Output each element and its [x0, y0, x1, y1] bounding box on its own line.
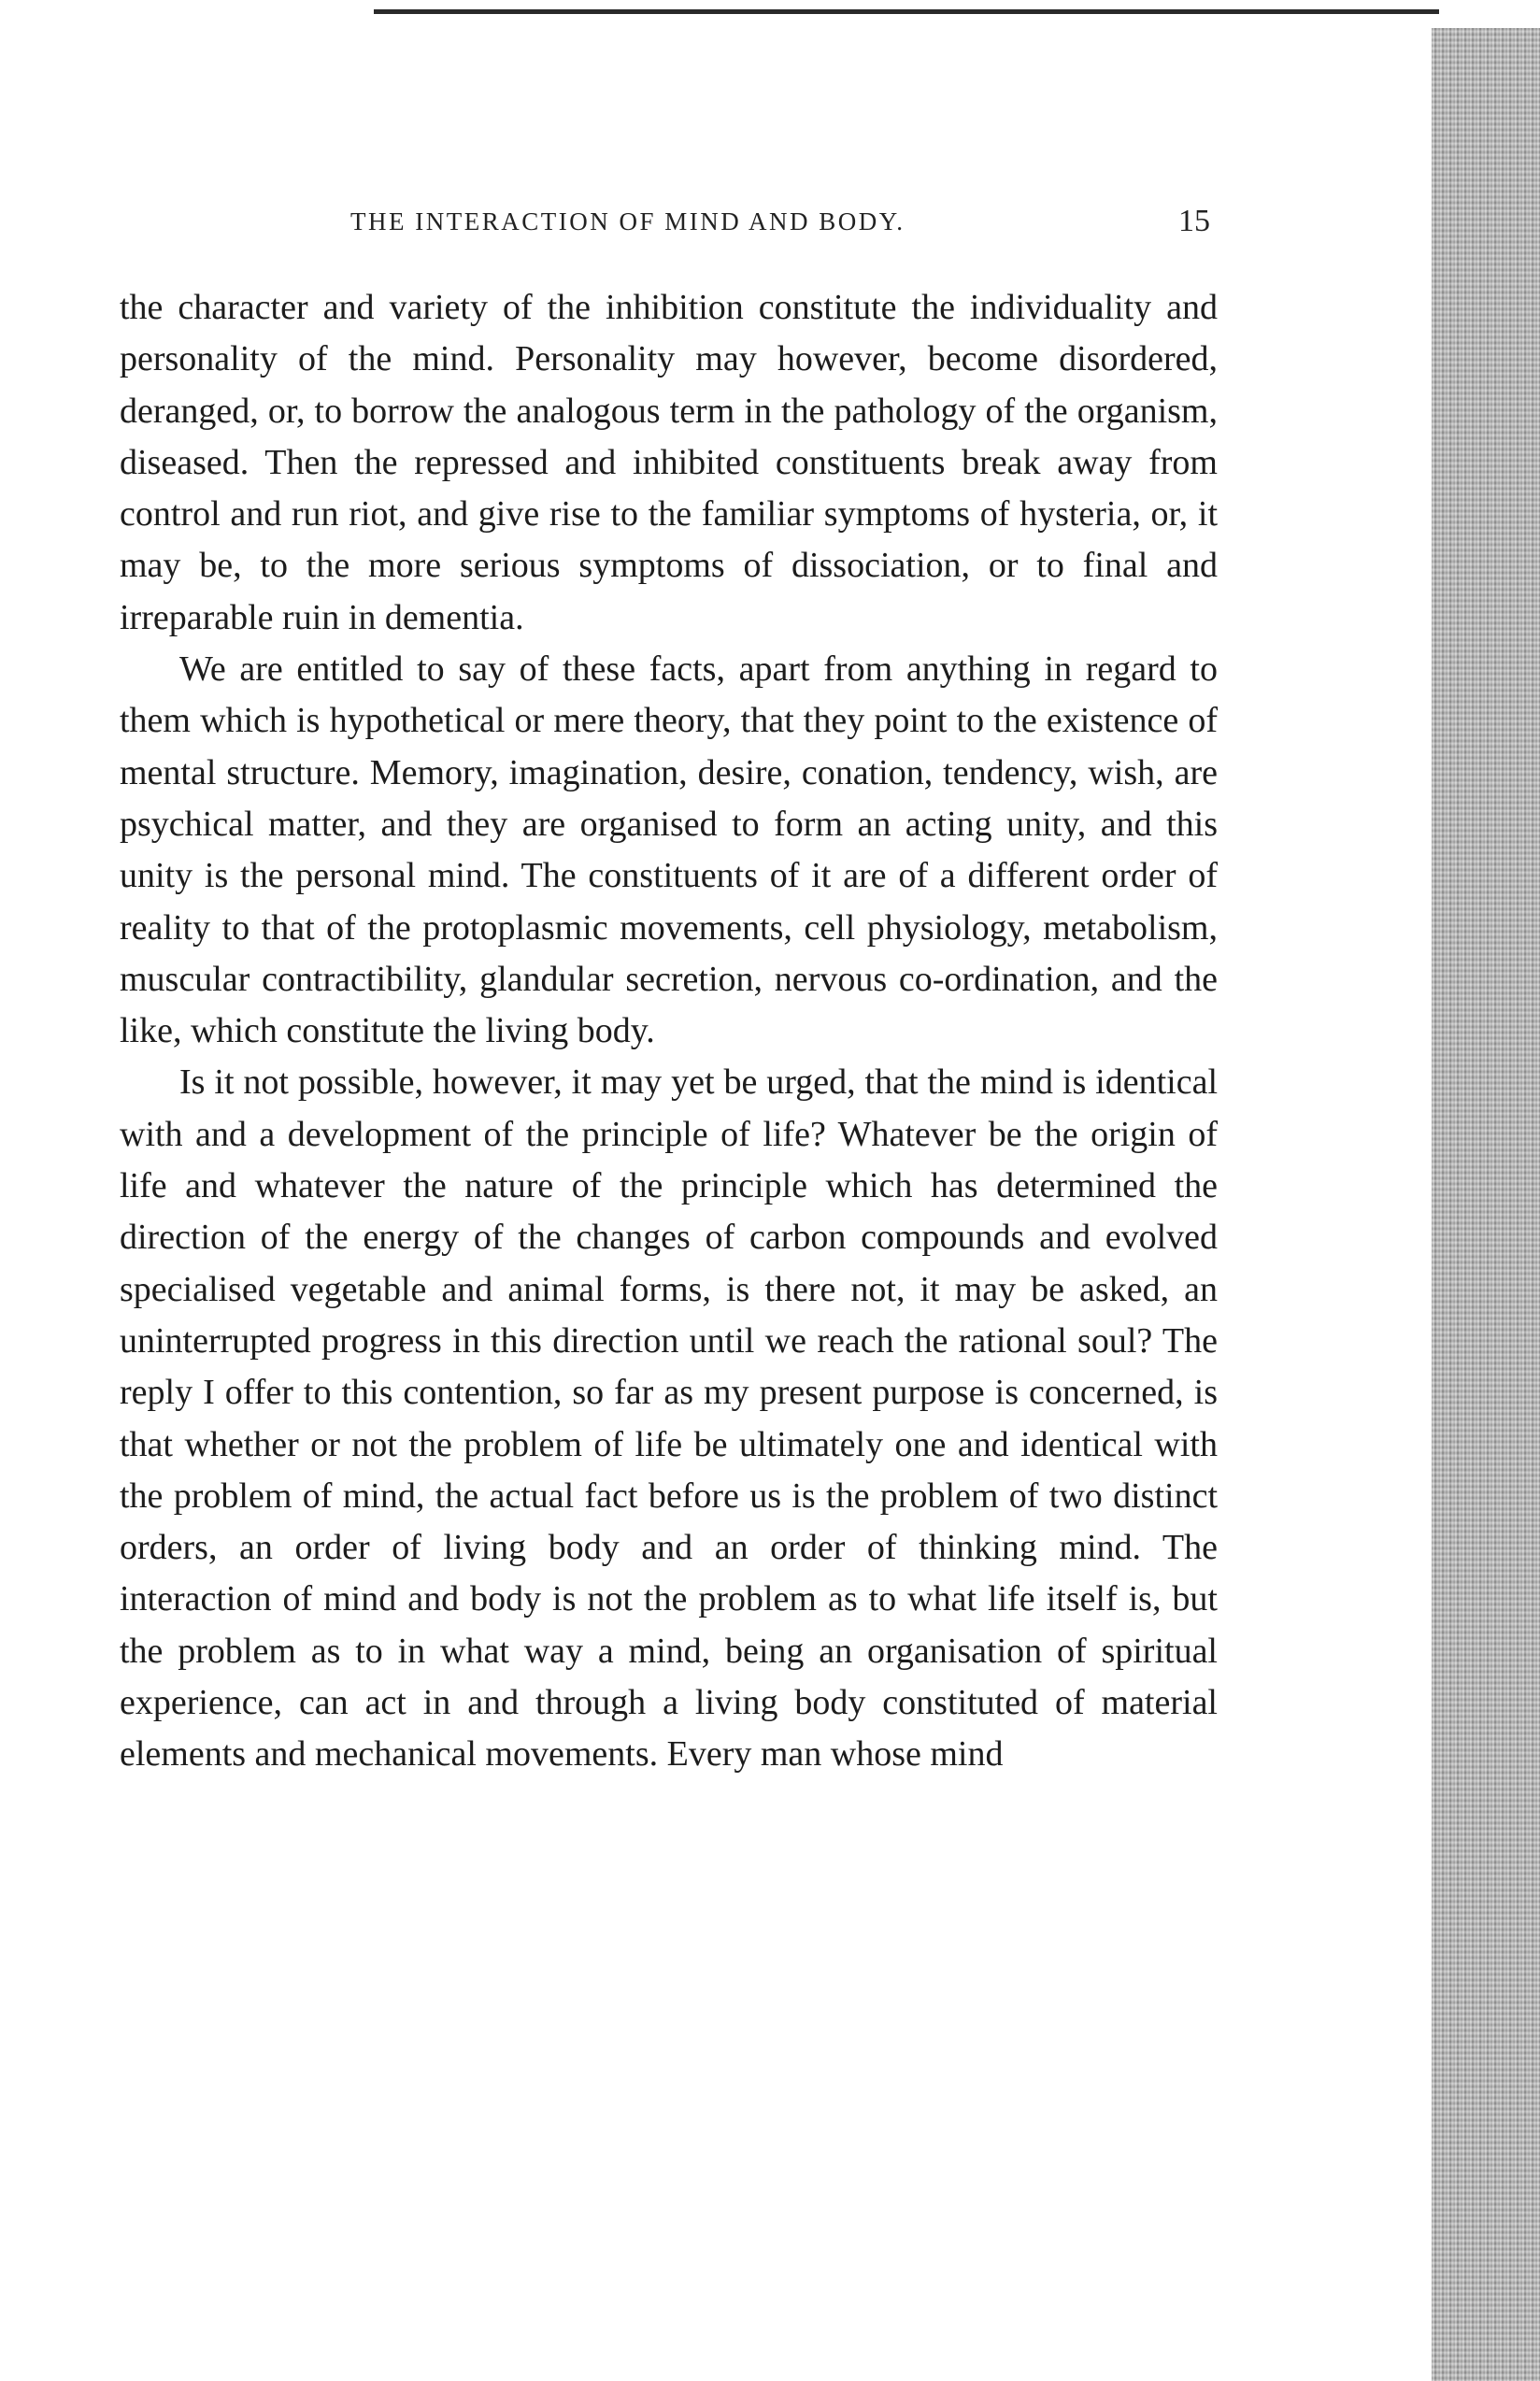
paragraph-3: Is it not possible, however, it may yet be urged, that the mind is identical with and a development of the principle of life? Whatever be the origin of life and whatever the nature of the principle which has determined the direction of the energy of the changes of carbon compounds and evolved specialised vegetable and animal forms, is there not, it may be asked, an uninterrupted progress in this direction until we reach the rational soul? The reply I offer to this contention, so far as my present purpose is concerned, is that whether or not the problem of life be ultimately one and identical with the problem of mind, the actual fact before us is the problem of two distinct orders, an order of living body and an order of thinking mind. The interaction of mind and body is not the problem as to what life itself is, but the problem as to in what way a mind, being an organisation of spiritual experience, can act in and through a living body constituted of material elements and mechanical movements. Every man whose mind — [120, 1062, 1218, 1775]
page-header — [350, 204, 1210, 245]
paragraph-1: the character and variety of the inhibition constitute the individuality and personality of the mind. Personality may however, become disordered, deranged, or, to borrow the analogous term in the pathology of the organism, diseased. Then the repressed and inhibited constituents break away from control and run riot, and give rise to the familiar symptoms of hysteria, or, it may be, to the more serious symptoms of dissociation, or to final and irreparable ruin in dementia. — [120, 288, 1218, 637]
page-number: 15 — [1178, 204, 1210, 238]
book-page-edge — [1432, 28, 1540, 2381]
page-body-text — [120, 282, 1218, 1781]
top-border-rule — [374, 9, 1439, 14]
paragraph-2: We are entitled to say of these facts, apart from anything in regard to them which is hypothetical or mere theory, that they point to the existence of mental structure. Memory, imagination, desire, conation, tendency, wish, are psychical matter, and they are organised to form an acting unity, and this unity is the personal mind. The constituents of it are of a different order of reality to that of the protoplasmic movements, cell physiology, metabolism, muscular contractibility, glandular secretion, nervous co-ordination, and the like, which constitute the living body. — [120, 649, 1218, 1051]
running-title: THE INTERACTION OF MIND AND BODY. — [350, 207, 905, 235]
